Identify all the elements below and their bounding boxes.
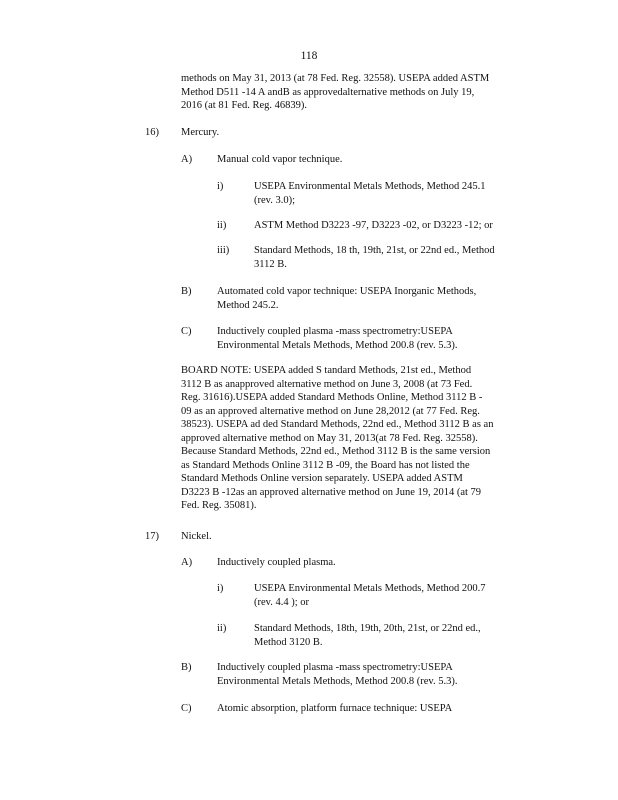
text-line: 38523). USEPA ad ded Standard Methods, 22nd ed., Method 3112 B as an bbox=[181, 419, 494, 430]
subitem-text bbox=[217, 661, 458, 688]
roman-text bbox=[254, 180, 485, 207]
roman-text bbox=[254, 244, 495, 271]
page-number: 118 bbox=[300, 50, 318, 62]
roman-label: iii) bbox=[217, 245, 230, 256]
text-line: BOARD NOTE: USEPA added S tandard Methods, 21st ed., Method bbox=[181, 365, 472, 376]
text-line: 3112 B as anapproved alternative method on June 3, 2008 (at 73 Fed. bbox=[181, 378, 473, 390]
text-line: 3112 B. bbox=[254, 258, 287, 270]
text-line: Standard Methods, 18 th, 19th, 21st, or 22nd ed., Method bbox=[254, 245, 495, 256]
text-line: Inductively coupled plasma -mass spectrometry:USEPA bbox=[217, 662, 453, 673]
text-line: Method 3120 B. bbox=[254, 636, 323, 648]
text-line: 2016 (at 81 Fed. Reg. 46839). bbox=[181, 100, 307, 111]
subitem-label: C) bbox=[181, 326, 192, 337]
text-line: Method D511 -14 A andB as approvedalternative methods on July 19, bbox=[181, 86, 475, 98]
roman-label: ii) bbox=[217, 220, 227, 231]
text-line: approved alternative method on May 31, 2013(at 78 Fed. Reg. 32558). bbox=[181, 432, 478, 444]
text-line: (rev. 4.4 ); or bbox=[254, 596, 310, 608]
roman-label: ii) bbox=[217, 623, 227, 634]
text-line: Reg. 31616).USEPA added Standard Methods Online, Method 3112 B - bbox=[181, 392, 483, 403]
subitem-text bbox=[217, 285, 476, 312]
text-line: 09 as an approved alternative method on June 28,2012 (at 77 Fed. Reg. bbox=[181, 405, 480, 417]
text-line: Because Standard Methods, 22nd ed., Method 3112 B is the same version bbox=[181, 446, 491, 457]
subitem-label: C) bbox=[181, 703, 192, 714]
subitem-label: B) bbox=[181, 286, 192, 297]
roman-text bbox=[254, 582, 485, 609]
roman-text bbox=[254, 622, 481, 649]
text-line: methods on May 31, 2013 (at 78 Fed. Reg. 32558). USEPA added ASTM bbox=[181, 73, 490, 84]
item-number: 16) bbox=[145, 127, 159, 138]
roman-text: ASTM Method D3223 -97, D3223 -02, or D3223 -12; or bbox=[254, 220, 493, 231]
intro-paragraph bbox=[181, 72, 489, 113]
subitem-text: Atomic absorption, platform furnace technique: USEPA bbox=[217, 703, 453, 714]
text-line: Environmental Metals Methods, Method 200.8 (rev. 5.3). bbox=[217, 675, 458, 687]
subitem-text: Manual cold vapor technique. bbox=[217, 154, 343, 165]
subitem-label: B) bbox=[181, 662, 192, 673]
text-line: Standard Methods Online version separately. USEPA added ASTM bbox=[181, 473, 463, 484]
text-line: D3223 B -12as an approved alternative method on June 19, 2014 (at 79 bbox=[181, 486, 482, 498]
text-line: Method 245.2. bbox=[217, 299, 279, 311]
subitem-text bbox=[217, 325, 458, 352]
text-line: Inductively coupled plasma -mass spectrometry:USEPA bbox=[217, 326, 453, 337]
item-number: 17) bbox=[145, 531, 159, 542]
text-line: as Standard Methods Online 3112 B -09, the Board has not listed the bbox=[181, 459, 470, 471]
text-line: USEPA Environmental Metals Methods, Method 200.7 bbox=[254, 583, 486, 594]
subitem-label: A) bbox=[181, 557, 193, 568]
item-title: Nickel. bbox=[181, 531, 212, 542]
subitem-text: Inductively coupled plasma. bbox=[217, 557, 336, 568]
text-line: USEPA Environmental Metals Methods, Method 245.1 bbox=[254, 181, 486, 192]
subitem-label: A) bbox=[181, 154, 193, 165]
text-line: Fed. Reg. 35081). bbox=[181, 500, 257, 511]
text-line: Automated cold vapor technique: USEPA Inorganic Methods, bbox=[217, 286, 477, 297]
item-title: Mercury. bbox=[181, 127, 220, 138]
text-line: (rev. 3.0); bbox=[254, 194, 296, 206]
text-line: Environmental Metals Methods, Method 200.8 (rev. 5.3). bbox=[217, 339, 458, 351]
roman-label: i) bbox=[217, 181, 224, 192]
text-line: Standard Methods, 18th, 19th, 20th, 21st, or 22nd ed., bbox=[254, 623, 481, 634]
board-note bbox=[181, 364, 493, 513]
roman-label: i) bbox=[217, 583, 224, 594]
